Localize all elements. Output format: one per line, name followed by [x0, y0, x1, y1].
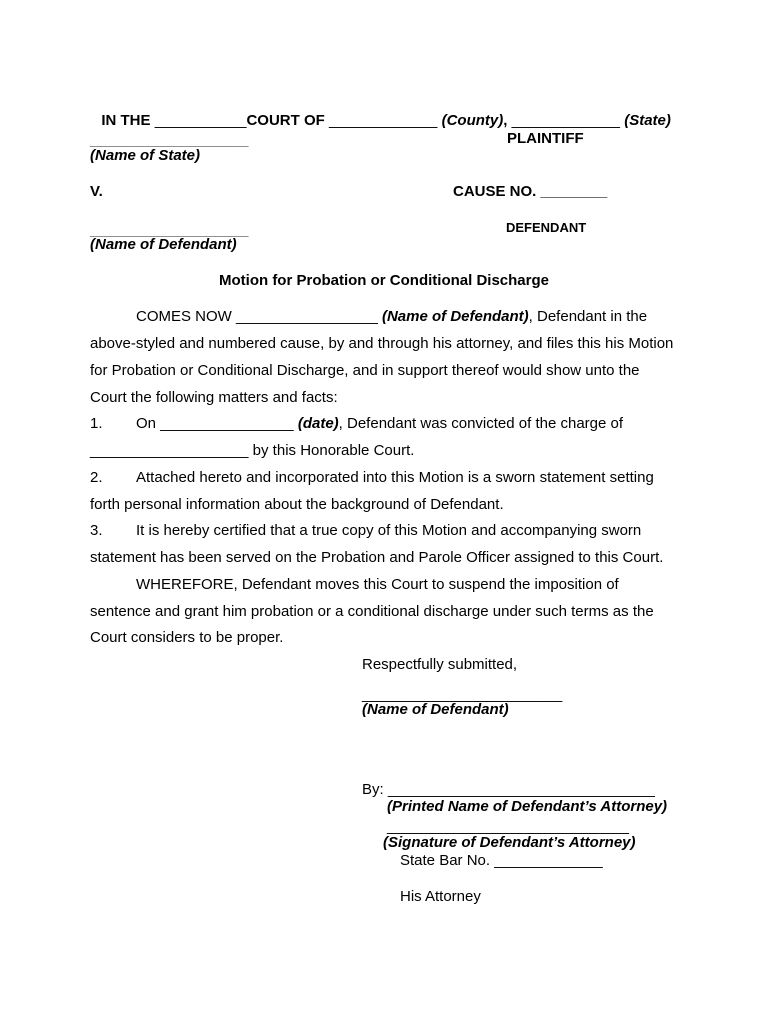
paragraph-line: above-styled and numbered cause, by and through his attorney, and files this his Motion [90, 335, 674, 352]
item-2-line2: forth personal information about the background of Defendant. [90, 496, 504, 513]
respectfully-submitted: Respectfully submitted, [362, 656, 518, 673]
state-bar-number: State Bar No. _____________ [400, 852, 603, 869]
attorney-printed-name: (Printed Name of Defendant’s Attorney) [387, 798, 668, 815]
plaintiff-name: (Name of State) [90, 147, 201, 164]
court-of-text: COURT OF [246, 112, 329, 129]
in-the-text: IN THE [101, 112, 155, 129]
court-header [93, 94, 671, 130]
item-1-date: (date) [297, 415, 339, 432]
item-number: 2. [90, 469, 103, 486]
defendant-label: DEFENDANT [506, 220, 587, 235]
comes-now-start: COMES NOW _________________ [136, 308, 382, 325]
paragraph-line: Court the following matters and facts: [90, 389, 338, 406]
state-blank: _____________ [511, 112, 621, 129]
attorney-by-line: By: ________________________________ [362, 781, 655, 798]
defendant-signature-line: ________________________ [362, 686, 563, 703]
county-label: (County) [441, 112, 504, 129]
item-number: 1. [90, 415, 103, 432]
plaintiff-blank: ___________________ [90, 131, 249, 148]
paragraph-comes-now [136, 308, 647, 326]
cause-number: CAUSE NO. ________ [453, 183, 608, 200]
comes-now-name: (Name of Defendant) [381, 308, 529, 325]
attorney-signature-line: _____________________________ [387, 818, 629, 835]
attorney-signature-label: (Signature of Defendant’s Attorney) [383, 834, 636, 851]
item-1-end: , Defendant was convicted of the charge of [338, 415, 624, 432]
item-1-line2: ___________________ by this Honorable Court. [90, 442, 415, 459]
item-1-start: On ________________ [136, 415, 298, 432]
defendant-name: (Name of Defendant) [90, 236, 237, 253]
item-3-line2: statement has been served on the Probation and Parole Officer assigned to this Court. [90, 549, 664, 566]
item-1-text [136, 415, 623, 433]
item-2-line1: Attached hereto and incorporated into this Motion is a sworn statement setting [136, 469, 654, 486]
document-title: Motion for Probation or Conditional Discharge [219, 272, 549, 289]
plaintiff-label: PLAINTIFF [507, 130, 584, 147]
wherefore-line3: Court considers to be proper. [90, 629, 284, 646]
item-3-line1: It is hereby certified that a true copy of this Motion and accompanying sworn [136, 522, 642, 539]
versus-text: V. [90, 183, 103, 200]
his-attorney-label: His Attorney [400, 888, 481, 905]
state-label: (State) [624, 112, 671, 129]
county-blank: _____________ [328, 112, 438, 129]
wherefore-line1: WHEREFORE, Defendant moves this Court to suspend the imposition of [136, 576, 619, 593]
signature-defendant-name: (Name of Defendant) [362, 701, 509, 718]
comes-now-end: , Defendant in the [528, 308, 648, 325]
comma-text: , [503, 112, 512, 129]
item-number: 3. [90, 522, 103, 539]
court-name-blank: ___________ [154, 112, 247, 129]
paragraph-line: for Probation or Conditional Discharge, and in support thereof would show unto the [90, 362, 640, 379]
wherefore-line2: sentence and grant him probation or a conditional discharge under such terms as the [90, 603, 654, 620]
defendant-blank: ___________________ [90, 221, 249, 238]
